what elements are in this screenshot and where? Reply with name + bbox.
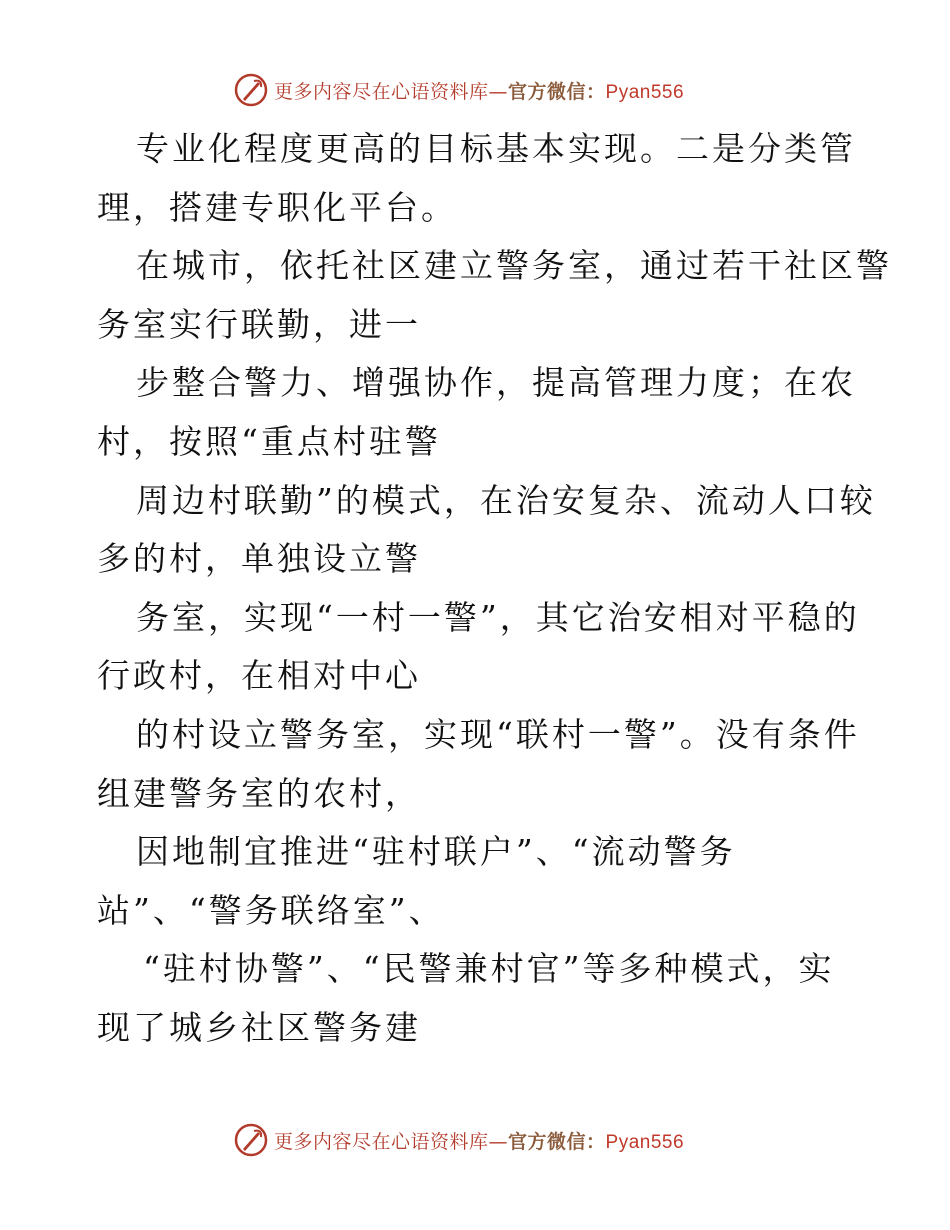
quill-pen-logo-icon — [234, 73, 268, 107]
watermark-dash: — — [488, 1130, 509, 1153]
paragraph-line: 因地制宜推进“驻村联户”、“流动警务 — [136, 832, 736, 872]
paragraph-line: 务室，实现“一村一警”，其它治安相对平稳的 — [136, 597, 860, 637]
paragraph-line: “驻村协警”、“民警兼村官”等多种模式，实 — [143, 949, 835, 989]
paragraph-line: 务室实行联勤，进一 — [97, 304, 421, 344]
paragraph-line: 理，搭建专职化平台。 — [97, 187, 457, 227]
paragraph-line: 的村设立警务室，实现“联村一警”。没有条件 — [136, 714, 860, 754]
watermark-wechat-label: 官方微信： — [508, 1130, 606, 1153]
quill-pen-logo-icon — [234, 1123, 268, 1157]
paragraph-line: 多的村，单独设立警 — [97, 539, 421, 579]
paragraph-line: 在城市，依托社区建立警务室，通过若干社区警 — [136, 246, 892, 286]
paragraph-line: 村，按照“重点村驻警 — [97, 421, 441, 461]
watermark-wechat-id: Pyan556 — [605, 1131, 685, 1153]
footer-watermark — [234, 1123, 684, 1157]
paragraph-line: 周边村联勤”的模式，在治安复杂、流动人口较 — [136, 480, 876, 520]
paragraph-line: 站”、“警务联络室”、 — [97, 890, 445, 930]
document-body — [97, 120, 892, 1058]
header-watermark — [234, 73, 684, 107]
paragraph-line: 现了城乡社区警务建 — [97, 1007, 421, 1047]
paragraph-line: 专业化程度更高的目标基本实现。二是分类管 — [136, 129, 856, 168]
watermark-wechat-label: 官方微信： — [508, 80, 606, 103]
paragraph-line: 组建警务室的农村， — [97, 773, 421, 813]
watermark-main-text: 更多内容尽在心语资料库 — [274, 80, 489, 103]
watermark-wechat-id: Pyan556 — [605, 81, 685, 103]
watermark-main-text: 更多内容尽在心语资料库 — [274, 1130, 489, 1153]
paragraph-line: 行政村，在相对中心 — [97, 656, 421, 696]
watermark-text — [274, 77, 684, 104]
watermark-dash: — — [488, 80, 509, 103]
watermark-text — [274, 1127, 684, 1154]
paragraph-line: 步整合警力、增强协作，提高管理力度；在农 — [136, 363, 856, 403]
